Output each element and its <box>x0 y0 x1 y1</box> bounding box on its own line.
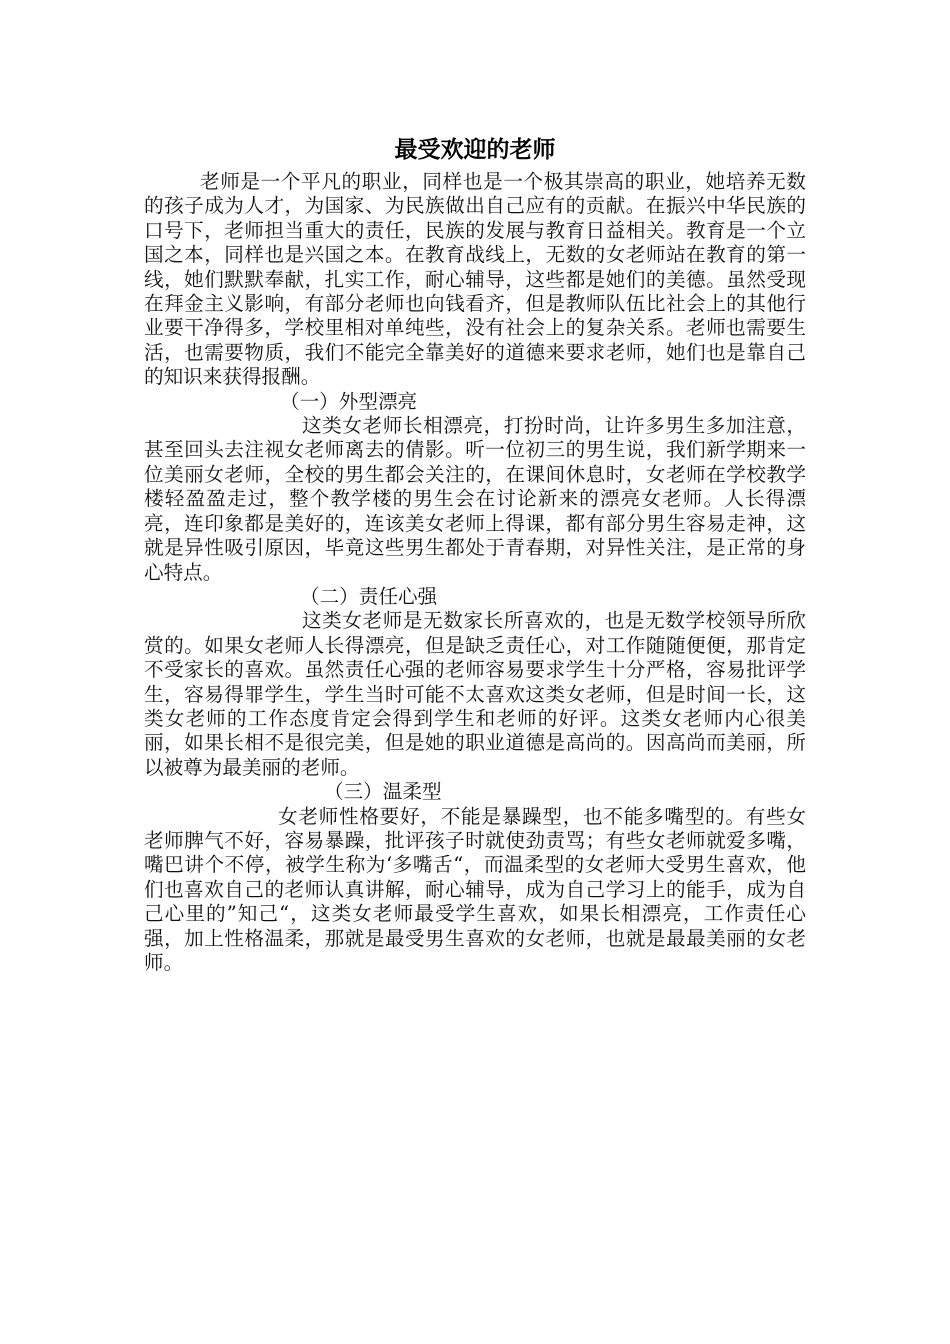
intro-paragraph: 老师是一个平凡的职业，同样也是一个极其崇高的职业，她培养无数的孩子成为人才，为国家、为民族做出自己应有的贡献。在振兴中华民族的口号下，老师担当重大的责任，民族的发展与教育日益相关。教育是一个立国之本，同样也是兴国之本。在教育战线上，无数的女老师站在教育的第一线，她们默默奉献，扎实工作，耐心辅导，这些都是她们的美德。虽然受现在拜金主义影响，有部分老师也向钱看齐，但是教师队伍比社会上的其他行业要干净得多，学校里相对单纯些，没有社会上的复杂关系。老师也需要生活，也需要物质，我们不能完全靠美好的道德来要求老师，她们也是靠自己的知识来获得报酬。 <box>144 170 806 389</box>
section-body-responsibility: 这类女老师是无数家长所喜欢的，也是无数学校领导所欣赏的。如果女老师人长得漂亮，但是缺乏责任心，对工作随随便便，那肯定不受家长的喜欢。虽然责任心强的老师容易要求学生十分严格，容易批评学生，容易得罪学生，学生当时可能不太喜欢这类女老师，但是时间一长，这类女老师的工作态度肯定会得到学生和老师的好评。这类女老师内心很美丽，如果长相不是很完美，但是她的职业道德是高尚的。因高尚而美丽，所以被尊为最美丽的老师。 <box>144 609 806 779</box>
document-content <box>144 132 806 975</box>
document-title: 最受欢迎的老师 <box>394 137 556 163</box>
section-body-appearance: 这类女老师长相漂亮，打扮时尚，让许多男生多加注意，甚至回头去注视女老师离去的倩影。听一位初三的男生说，我们新学期来一位美丽女老师，全校的男生都会关注的，在课间休息时，女老师在学校教学楼轻盈盈走过，整个教学楼的男生会在讨论新来的漂亮女老师。人长得漂亮，连印象都是美好的，连该美女老师上得课，都有部分男生容易走神，这就是异性吸引原因，毕竟这些男生都处于青春期，对异性关注，是正常的身心特点。 <box>144 414 806 584</box>
section-body-gentle: 女老师性格要好，不能是暴躁型，也不能多嘴型的。有些女老师脾气不好，容易暴躁，批评孩子时就使劲责骂；有些女老师就爱多嘴，嘴巴讲个不停，被学生称为‘多嘴舌“，而温柔型的女老师大受男生喜欢，他们也喜欢自己的老师认真讲解，耐心辅导，成为自己学习上的能手，成为自己心里的”知己“，这类女老师最受学生喜欢，如果长相漂亮，工作责任心强，加上性格温柔，那就是最受男生喜欢的女老师，也就是最最美丽的女老师。 <box>144 804 806 974</box>
section-heading-gentle: （三）温柔型 <box>324 780 442 804</box>
section-heading-responsibility: （二）责任心强 <box>300 584 438 608</box>
section-heading-appearance: （一）外型漂亮 <box>280 389 418 413</box>
